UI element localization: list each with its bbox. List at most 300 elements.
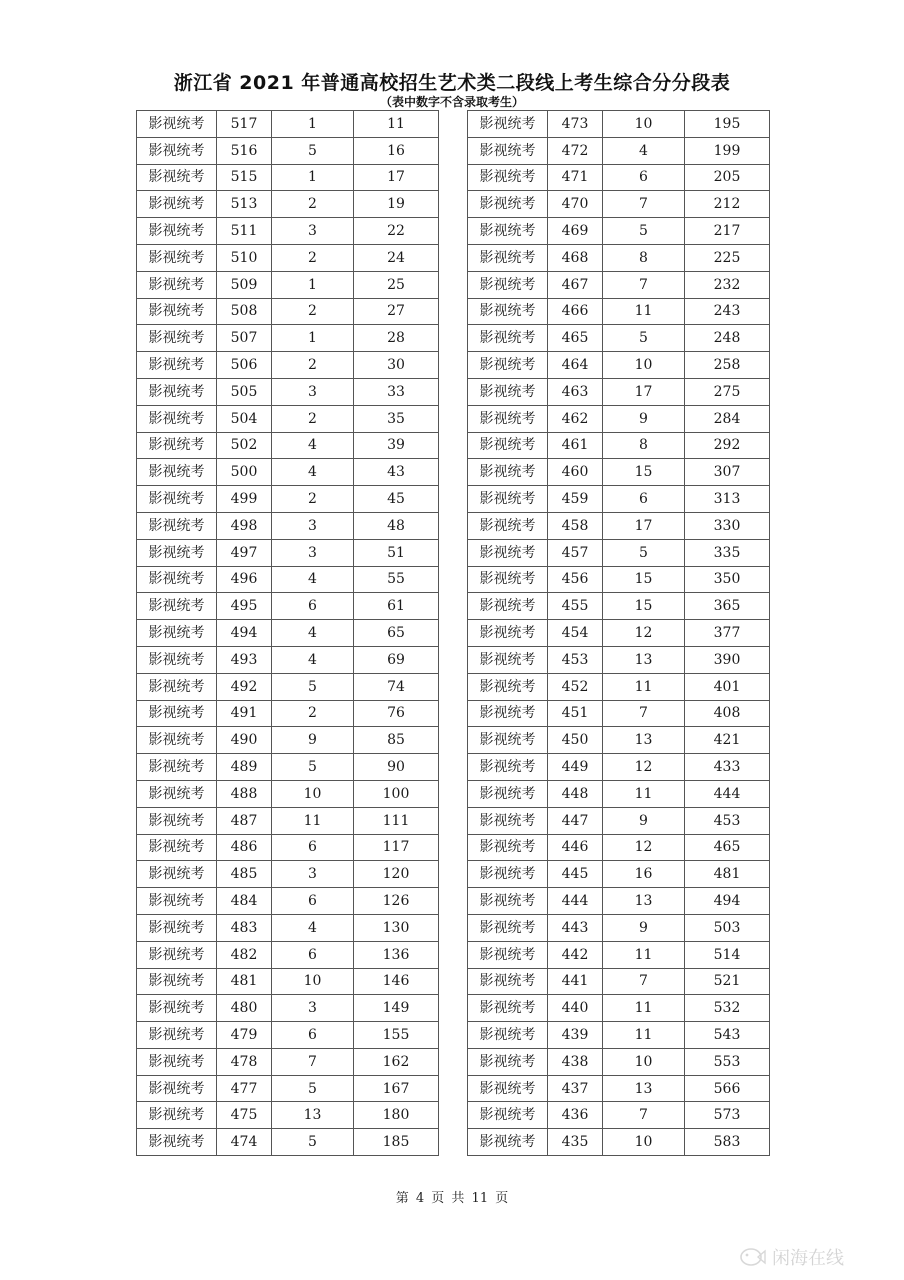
score-cell: 502 [217, 432, 272, 459]
score-cell: 454 [548, 620, 603, 647]
score-cell: 490 [217, 727, 272, 754]
count-cell: 15 [603, 566, 685, 593]
cumulative-cell: 583 [685, 1129, 770, 1156]
score-cell: 506 [217, 352, 272, 379]
cumulative-cell: 225 [685, 244, 770, 271]
count-cell: 2 [272, 352, 354, 379]
cumulative-cell: 167 [354, 1075, 439, 1102]
score-cell: 442 [548, 941, 603, 968]
cumulative-cell: 521 [685, 968, 770, 995]
cumulative-cell: 532 [685, 995, 770, 1022]
table-row [468, 271, 770, 298]
cumulative-cell: 90 [354, 754, 439, 781]
count-cell: 2 [272, 244, 354, 271]
cumulative-cell: 33 [354, 378, 439, 405]
count-cell: 6 [272, 1022, 354, 1049]
category-cell: 影视统考 [468, 834, 548, 861]
category-cell: 影视统考 [137, 888, 217, 915]
cumulative-cell: 22 [354, 218, 439, 245]
cumulative-cell: 217 [685, 218, 770, 245]
category-cell: 影视统考 [468, 673, 548, 700]
cumulative-cell: 25 [354, 271, 439, 298]
count-cell: 10 [603, 111, 685, 138]
score-cell: 437 [548, 1075, 603, 1102]
score-cell: 473 [548, 111, 603, 138]
table-row [468, 968, 770, 995]
category-cell: 影视统考 [137, 1102, 217, 1129]
category-cell: 影视统考 [137, 378, 217, 405]
count-cell: 5 [272, 1129, 354, 1156]
table-row [137, 1022, 439, 1049]
table-row [468, 539, 770, 566]
category-cell: 影视统考 [137, 539, 217, 566]
cumulative-cell: 307 [685, 459, 770, 486]
table-row [468, 754, 770, 781]
cumulative-cell: 149 [354, 995, 439, 1022]
count-cell: 7 [603, 271, 685, 298]
count-cell: 11 [603, 995, 685, 1022]
table-row [137, 727, 439, 754]
score-cell: 451 [548, 700, 603, 727]
cumulative-cell: 136 [354, 941, 439, 968]
category-cell: 影视统考 [137, 754, 217, 781]
count-cell: 11 [603, 941, 685, 968]
category-cell: 影视统考 [137, 432, 217, 459]
score-cell: 460 [548, 459, 603, 486]
cumulative-cell: 232 [685, 271, 770, 298]
table-row [137, 995, 439, 1022]
count-cell: 9 [272, 727, 354, 754]
table-row [137, 137, 439, 164]
score-cell: 496 [217, 566, 272, 593]
cumulative-cell: 444 [685, 780, 770, 807]
score-cell: 482 [217, 941, 272, 968]
table-row [468, 941, 770, 968]
count-cell: 11 [272, 807, 354, 834]
table-row [468, 888, 770, 915]
category-cell: 影视统考 [468, 807, 548, 834]
count-cell: 3 [272, 378, 354, 405]
cumulative-cell: 19 [354, 191, 439, 218]
category-cell: 影视统考 [137, 111, 217, 138]
cumulative-cell: 162 [354, 1048, 439, 1075]
category-cell: 影视统考 [468, 432, 548, 459]
table-row [468, 486, 770, 513]
table-row [468, 593, 770, 620]
table-row [137, 620, 439, 647]
cumulative-cell: 566 [685, 1075, 770, 1102]
table-row [468, 673, 770, 700]
cumulative-cell: 155 [354, 1022, 439, 1049]
category-cell: 影视统考 [137, 807, 217, 834]
table-row [468, 459, 770, 486]
cumulative-cell: 275 [685, 378, 770, 405]
table-row [137, 244, 439, 271]
cumulative-cell: 453 [685, 807, 770, 834]
table-row [137, 888, 439, 915]
category-cell: 影视统考 [137, 566, 217, 593]
table-row [137, 271, 439, 298]
score-cell: 459 [548, 486, 603, 513]
table-row [137, 861, 439, 888]
fish-logo-icon [738, 1245, 766, 1269]
cumulative-cell: 24 [354, 244, 439, 271]
table-row [137, 218, 439, 245]
category-cell: 影视统考 [137, 1048, 217, 1075]
score-cell: 507 [217, 325, 272, 352]
count-cell: 6 [603, 164, 685, 191]
category-cell: 影视统考 [468, 378, 548, 405]
count-cell: 11 [603, 1022, 685, 1049]
count-cell: 7 [603, 191, 685, 218]
category-cell: 影视统考 [137, 780, 217, 807]
category-cell: 影视统考 [468, 111, 548, 138]
category-cell: 影视统考 [468, 566, 548, 593]
count-cell: 3 [272, 539, 354, 566]
cumulative-cell: 74 [354, 673, 439, 700]
cumulative-cell: 17 [354, 164, 439, 191]
score-cell: 469 [548, 218, 603, 245]
count-cell: 3 [272, 861, 354, 888]
cumulative-cell: 39 [354, 432, 439, 459]
count-cell: 1 [272, 271, 354, 298]
score-cell: 471 [548, 164, 603, 191]
score-cell: 511 [217, 218, 272, 245]
count-cell: 5 [272, 754, 354, 781]
score-cell: 500 [217, 459, 272, 486]
score-cell: 481 [217, 968, 272, 995]
score-cell: 453 [548, 646, 603, 673]
count-cell: 2 [272, 191, 354, 218]
score-cell: 461 [548, 432, 603, 459]
count-cell: 11 [603, 298, 685, 325]
table-row [468, 1048, 770, 1075]
cumulative-cell: 465 [685, 834, 770, 861]
count-cell: 11 [603, 673, 685, 700]
count-cell: 2 [272, 486, 354, 513]
cumulative-cell: 85 [354, 727, 439, 754]
count-cell: 1 [272, 325, 354, 352]
table-row [468, 995, 770, 1022]
cumulative-cell: 514 [685, 941, 770, 968]
table-row [137, 512, 439, 539]
category-cell: 影视统考 [137, 834, 217, 861]
cumulative-cell: 51 [354, 539, 439, 566]
count-cell: 4 [272, 432, 354, 459]
score-cell: 489 [217, 754, 272, 781]
score-cell: 479 [217, 1022, 272, 1049]
cumulative-cell: 45 [354, 486, 439, 513]
table-row [137, 807, 439, 834]
score-cell: 448 [548, 780, 603, 807]
score-cell: 483 [217, 914, 272, 941]
score-cell: 447 [548, 807, 603, 834]
count-cell: 10 [603, 352, 685, 379]
count-cell: 17 [603, 512, 685, 539]
category-cell: 影视统考 [468, 459, 548, 486]
score-cell: 498 [217, 512, 272, 539]
category-cell: 影视统考 [468, 512, 548, 539]
category-cell: 影视统考 [468, 700, 548, 727]
category-cell: 影视统考 [468, 1102, 548, 1129]
table-row [468, 405, 770, 432]
cumulative-cell: 433 [685, 754, 770, 781]
table-row [137, 941, 439, 968]
category-cell: 影视统考 [137, 325, 217, 352]
cumulative-cell: 248 [685, 325, 770, 352]
table-row [137, 968, 439, 995]
table-row [468, 298, 770, 325]
table-row [468, 352, 770, 379]
count-cell: 4 [272, 620, 354, 647]
count-cell: 12 [603, 754, 685, 781]
table-row [468, 620, 770, 647]
cumulative-cell: 205 [685, 164, 770, 191]
cumulative-cell: 390 [685, 646, 770, 673]
score-cell: 449 [548, 754, 603, 781]
table-row [468, 700, 770, 727]
cumulative-cell: 212 [685, 191, 770, 218]
cumulative-cell: 65 [354, 620, 439, 647]
category-cell: 影视统考 [137, 244, 217, 271]
cumulative-cell: 365 [685, 593, 770, 620]
category-cell: 影视统考 [468, 620, 548, 647]
cumulative-cell: 313 [685, 486, 770, 513]
score-table-left [136, 110, 439, 1156]
cumulative-cell: 126 [354, 888, 439, 915]
score-cell: 505 [217, 378, 272, 405]
category-cell: 影视统考 [137, 137, 217, 164]
cumulative-cell: 100 [354, 780, 439, 807]
cumulative-cell: 61 [354, 593, 439, 620]
count-cell: 17 [603, 378, 685, 405]
count-cell: 5 [603, 218, 685, 245]
score-cell: 466 [548, 298, 603, 325]
cumulative-cell: 76 [354, 700, 439, 727]
category-cell: 影视统考 [468, 727, 548, 754]
table-row [468, 861, 770, 888]
table-row [468, 727, 770, 754]
table-row [137, 325, 439, 352]
cumulative-cell: 117 [354, 834, 439, 861]
count-cell: 16 [603, 861, 685, 888]
category-cell: 影视统考 [468, 218, 548, 245]
count-cell: 12 [603, 620, 685, 647]
score-cell: 470 [548, 191, 603, 218]
count-cell: 3 [272, 218, 354, 245]
score-cell: 486 [217, 834, 272, 861]
table-row [137, 780, 439, 807]
score-cell: 435 [548, 1129, 603, 1156]
table-row [468, 834, 770, 861]
category-cell: 影视统考 [137, 1022, 217, 1049]
count-cell: 15 [603, 459, 685, 486]
cumulative-cell: 130 [354, 914, 439, 941]
count-cell: 11 [603, 780, 685, 807]
category-cell: 影视统考 [137, 620, 217, 647]
cumulative-cell: 481 [685, 861, 770, 888]
cumulative-cell: 27 [354, 298, 439, 325]
count-cell: 9 [603, 914, 685, 941]
score-cell: 487 [217, 807, 272, 834]
table-row [137, 405, 439, 432]
table-row [137, 914, 439, 941]
count-cell: 10 [603, 1048, 685, 1075]
category-cell: 影视统考 [137, 700, 217, 727]
table-row [137, 1048, 439, 1075]
table-row [137, 1129, 439, 1156]
cumulative-cell: 377 [685, 620, 770, 647]
count-cell: 4 [272, 914, 354, 941]
cumulative-cell: 43 [354, 459, 439, 486]
category-cell: 影视统考 [468, 191, 548, 218]
score-cell: 467 [548, 271, 603, 298]
count-cell: 13 [272, 1102, 354, 1129]
category-cell: 影视统考 [137, 673, 217, 700]
score-cell: 477 [217, 1075, 272, 1102]
cumulative-cell: 199 [685, 137, 770, 164]
score-cell: 438 [548, 1048, 603, 1075]
count-cell: 4 [272, 646, 354, 673]
table-row [468, 1022, 770, 1049]
cumulative-cell: 30 [354, 352, 439, 379]
count-cell: 10 [603, 1129, 685, 1156]
table-row [137, 352, 439, 379]
category-cell: 影视统考 [468, 164, 548, 191]
count-cell: 8 [603, 432, 685, 459]
category-cell: 影视统考 [468, 298, 548, 325]
count-cell: 4 [272, 459, 354, 486]
cumulative-cell: 350 [685, 566, 770, 593]
table-row [468, 325, 770, 352]
count-cell: 6 [272, 834, 354, 861]
table-row [468, 1102, 770, 1129]
cumulative-cell: 55 [354, 566, 439, 593]
cumulative-cell: 11 [354, 111, 439, 138]
category-cell: 影视统考 [137, 941, 217, 968]
score-cell: 472 [548, 137, 603, 164]
table-row [137, 593, 439, 620]
count-cell: 15 [603, 593, 685, 620]
score-cell: 450 [548, 727, 603, 754]
score-cell: 495 [217, 593, 272, 620]
score-cell: 510 [217, 244, 272, 271]
watermark [738, 1244, 888, 1270]
count-cell: 10 [272, 780, 354, 807]
score-cell: 462 [548, 405, 603, 432]
category-cell: 影视统考 [468, 914, 548, 941]
count-cell: 5 [272, 1075, 354, 1102]
table-row [137, 834, 439, 861]
cumulative-cell: 421 [685, 727, 770, 754]
count-cell: 3 [272, 995, 354, 1022]
cumulative-cell: 146 [354, 968, 439, 995]
cumulative-cell: 408 [685, 700, 770, 727]
page-title: 浙江省 2021 年普通高校招生艺术类二段线上考生综合分分段表 [173, 72, 731, 94]
cumulative-cell: 330 [685, 512, 770, 539]
count-cell: 2 [272, 405, 354, 432]
category-cell: 影视统考 [137, 271, 217, 298]
category-cell: 影视统考 [468, 646, 548, 673]
score-cell: 445 [548, 861, 603, 888]
score-cell: 478 [217, 1048, 272, 1075]
category-cell: 影视统考 [468, 137, 548, 164]
score-cell: 475 [217, 1102, 272, 1129]
table-row [468, 432, 770, 459]
category-cell: 影视统考 [137, 405, 217, 432]
category-cell: 影视统考 [468, 995, 548, 1022]
table-row [137, 111, 439, 138]
score-cell: 515 [217, 164, 272, 191]
score-cell: 441 [548, 968, 603, 995]
cumulative-cell: 292 [685, 432, 770, 459]
score-table-right [467, 110, 770, 1156]
cumulative-cell: 111 [354, 807, 439, 834]
score-cell: 491 [217, 700, 272, 727]
score-cell: 465 [548, 325, 603, 352]
score-cell: 480 [217, 995, 272, 1022]
category-cell: 影视统考 [137, 1129, 217, 1156]
table-row [468, 244, 770, 271]
table-row [468, 191, 770, 218]
category-cell: 影视统考 [137, 191, 217, 218]
category-cell: 影视统考 [468, 325, 548, 352]
score-cell: 439 [548, 1022, 603, 1049]
category-cell: 影视统考 [137, 861, 217, 888]
score-cell: 509 [217, 271, 272, 298]
category-cell: 影视统考 [137, 512, 217, 539]
score-cell: 513 [217, 191, 272, 218]
cumulative-cell: 335 [685, 539, 770, 566]
count-cell: 5 [603, 325, 685, 352]
cumulative-cell: 573 [685, 1102, 770, 1129]
cumulative-cell: 553 [685, 1048, 770, 1075]
cumulative-cell: 401 [685, 673, 770, 700]
category-cell: 影视统考 [137, 486, 217, 513]
count-cell: 6 [272, 941, 354, 968]
cumulative-cell: 120 [354, 861, 439, 888]
table-row [137, 646, 439, 673]
score-cell: 446 [548, 834, 603, 861]
table-row [137, 486, 439, 513]
count-cell: 7 [603, 968, 685, 995]
table-row [137, 754, 439, 781]
table-row [468, 566, 770, 593]
category-cell: 影视统考 [468, 1048, 548, 1075]
category-cell: 影视统考 [137, 352, 217, 379]
score-cell: 443 [548, 914, 603, 941]
cumulative-cell: 243 [685, 298, 770, 325]
category-cell: 影视统考 [468, 888, 548, 915]
count-cell: 3 [272, 512, 354, 539]
category-cell: 影视统考 [468, 941, 548, 968]
table-row [468, 1129, 770, 1156]
category-cell: 影视统考 [468, 754, 548, 781]
score-cell: 463 [548, 378, 603, 405]
score-cell: 508 [217, 298, 272, 325]
category-cell: 影视统考 [468, 593, 548, 620]
category-cell: 影视统考 [468, 780, 548, 807]
score-cell: 455 [548, 593, 603, 620]
table-row [137, 700, 439, 727]
table-row [137, 164, 439, 191]
count-cell: 4 [603, 137, 685, 164]
table-row [468, 807, 770, 834]
cumulative-cell: 503 [685, 914, 770, 941]
table-row [468, 1075, 770, 1102]
count-cell: 1 [272, 164, 354, 191]
category-cell: 影视统考 [468, 861, 548, 888]
